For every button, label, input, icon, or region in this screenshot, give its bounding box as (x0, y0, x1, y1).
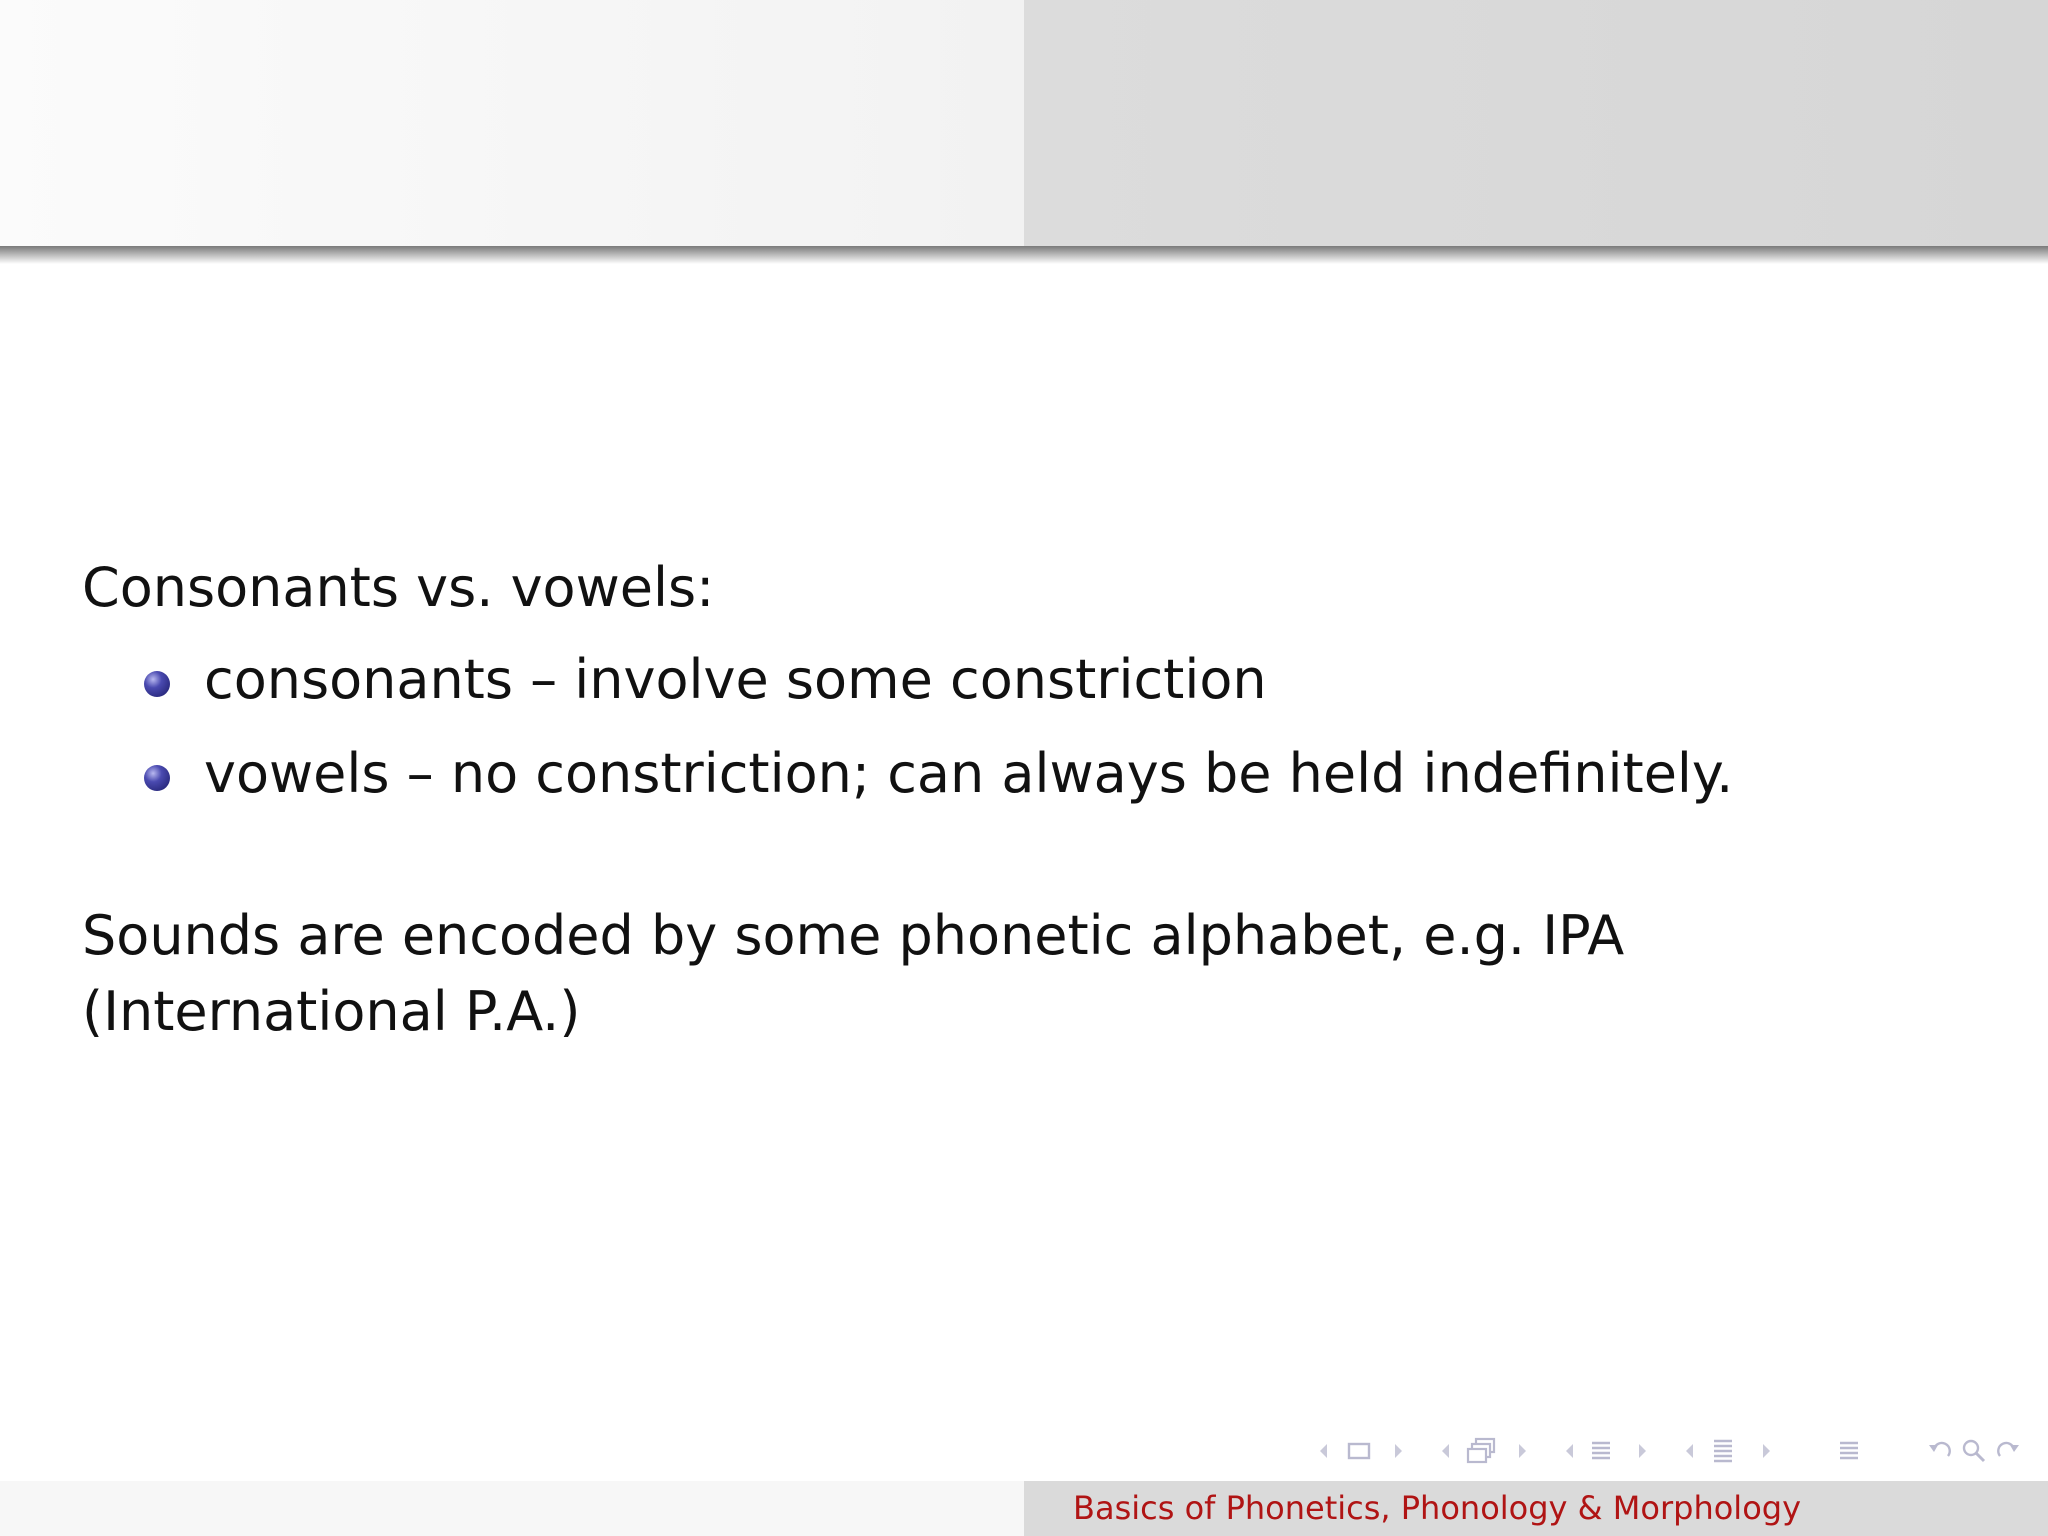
bullet-item-vowels (140, 736, 1733, 830)
intro-text: Consonants vs. vowels: (82, 556, 715, 619)
forward-icon[interactable] (1994, 1436, 2022, 1466)
header-right-panel (1024, 0, 2048, 246)
bullet-ball-icon (144, 671, 170, 697)
prev-frame-arrow-icon[interactable] (1438, 1436, 1452, 1466)
next-section-arrow-icon[interactable] (1760, 1436, 1774, 1466)
search-icon[interactable] (1960, 1436, 1988, 1466)
footer-bar (0, 1481, 2048, 1536)
section-icon[interactable] (1710, 1436, 1736, 1466)
bullet-item-consonants (140, 642, 1733, 736)
next-frame-arrow-icon[interactable] (1516, 1436, 1530, 1466)
header-left-panel (0, 0, 1024, 246)
subsection-icon[interactable] (1588, 1436, 1614, 1466)
prev-slide-arrow-icon[interactable] (1316, 1436, 1330, 1466)
next-subsection-arrow-icon[interactable] (1636, 1436, 1650, 1466)
footer-title: Basics of Phonetics, Phonology & Morphology (1073, 1489, 1802, 1527)
navigation-symbols (1316, 1436, 2036, 1466)
bullet-text: consonants – involve some constriction (204, 648, 1267, 711)
next-slide-arrow-icon[interactable] (1392, 1436, 1406, 1466)
footer-left-panel (0, 1481, 1024, 1536)
bullet-ball-icon (144, 765, 170, 791)
prev-section-arrow-icon[interactable] (1682, 1436, 1696, 1466)
header-shadow (0, 246, 2048, 264)
slide-frame-icon[interactable] (1346, 1436, 1372, 1466)
back-icon[interactable] (1926, 1436, 1954, 1466)
bullet-text: vowels – no constriction; can always be held indefinitely. (204, 742, 1734, 805)
header-bar (0, 0, 2048, 246)
frames-stack-icon[interactable] (1466, 1436, 1498, 1466)
document-icon[interactable] (1836, 1436, 1862, 1466)
ipa-note-text: Sounds are encoded by some phonetic alphabet, e.g. IPA (International P.A.) (82, 904, 1625, 1043)
bullet-list (140, 642, 1733, 830)
prev-subsection-arrow-icon[interactable] (1562, 1436, 1576, 1466)
